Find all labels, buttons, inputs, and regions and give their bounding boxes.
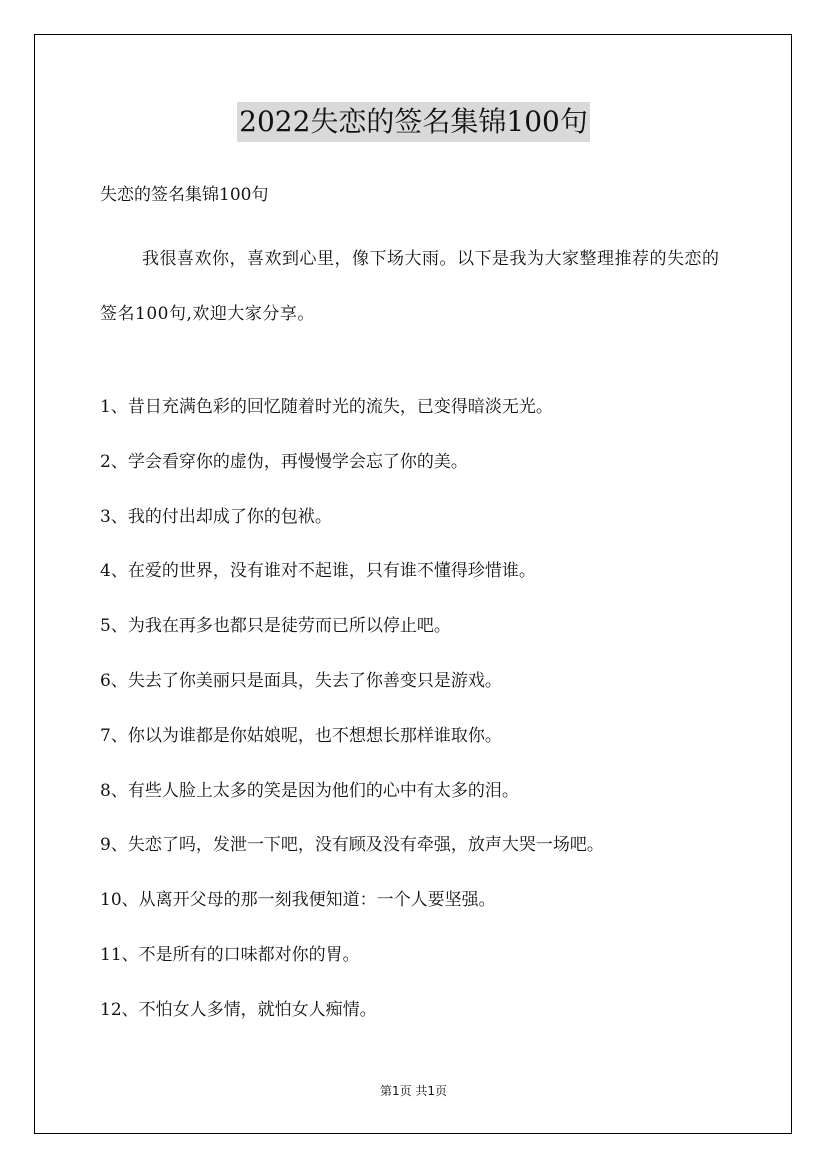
intro-paragraph: 我很喜欢你，喜欢到心里，像下场大雨。以下是我为大家整理推荐的失恋的签名100句,欢迎大家分享。 (100, 249, 720, 324)
list-item: 10、从离开父母的那一刻我便知道：一个人要坚强。 (100, 890, 496, 911)
list-item: 7、你以为谁都是你姑娘呢，也不想想长那样谁取你。 (100, 725, 502, 746)
list-item: 12、不怕女人多情，就怕女人痴情。 (100, 999, 377, 1020)
list-item: 6、失去了你美丽只是面具，失去了你善变只是游戏。 (100, 670, 502, 691)
list-item: 11、不是所有的口味都对你的胃。 (100, 944, 360, 965)
list-item: 2、学会看穿你的虚伪，再慢慢学会忘了你的美。 (100, 451, 468, 472)
list-item: 1、昔日充满色彩的回忆随着时光的流失，已变得暗淡无光。 (100, 397, 553, 417)
quote-list (100, 380, 740, 1038)
document-title: 2022失恋的签名集锦100句 (237, 102, 590, 142)
document-subtitle: 失恋的签名集锦100句 (100, 185, 269, 205)
list-item: 4、在爱的世界，没有谁对不起谁，只有谁不懂得珍惜谁。 (100, 561, 536, 582)
list-item: 9、失恋了吗，发泄一下吧，没有顾及没有牵强，放声大哭一场吧。 (100, 835, 604, 856)
list-item: 8、有些人脸上太多的笑是因为他们的心中有太多的泪。 (100, 780, 519, 801)
page-footer: 第1页 共1页 (379, 1084, 448, 1098)
list-item: 5、为我在再多也都只是徒劳而已所以停止吧。 (100, 616, 451, 637)
title-block (0, 102, 827, 142)
list-item: 3、我的付出却成了你的包袱。 (100, 506, 332, 527)
